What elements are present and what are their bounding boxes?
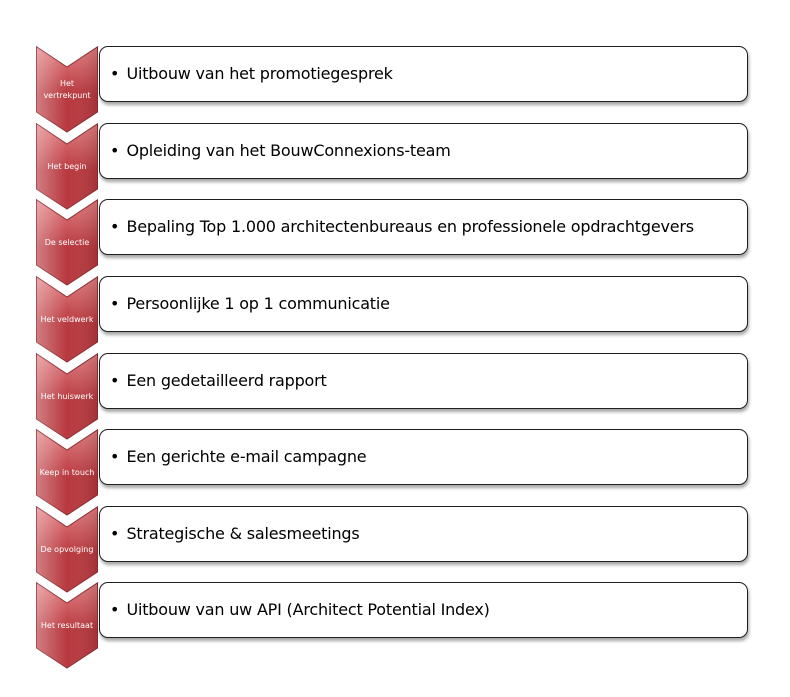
step-description-box <box>99 582 748 638</box>
stage-label: Het huiswerk <box>40 392 94 401</box>
stage-label: Het resultaat <box>40 621 94 630</box>
process-step <box>0 429 790 505</box>
process-step <box>0 353 790 429</box>
stage-chevron <box>35 199 99 286</box>
process-step <box>0 582 790 658</box>
bullet-icon: • <box>110 524 120 543</box>
step-description: Een gedetailleerd rapport <box>126 371 327 390</box>
bullet-icon: • <box>110 141 120 160</box>
step-description: Strategische & salesmeetings <box>126 524 360 543</box>
step-description: Uitbouw van uw API (Architect Potential Index) <box>126 600 490 619</box>
stage-label: Het veldwerk <box>40 315 94 324</box>
stage-chevron <box>35 506 99 593</box>
step-description-box <box>99 506 748 562</box>
stage-chevron <box>35 429 99 516</box>
step-description-box <box>99 429 748 485</box>
bullet-icon: • <box>110 371 120 390</box>
process-step <box>0 46 790 122</box>
step-description-box <box>99 46 748 102</box>
process-step <box>0 123 790 199</box>
step-description: Persoonlijke 1 op 1 communicatie <box>126 294 390 313</box>
step-description-box <box>99 276 748 332</box>
stage-chevron <box>35 353 99 440</box>
stage-label: Het vertrekpunt <box>43 79 91 100</box>
process-step <box>0 276 790 352</box>
stage-label: De opvolging <box>40 545 94 554</box>
stage-label: Het begin <box>47 162 87 171</box>
step-description: Uitbouw van het promotiegesprek <box>126 64 393 83</box>
step-description-box <box>99 353 748 409</box>
step-description: Een gerichte e-mail campagne <box>126 447 367 466</box>
stage-chevron <box>35 582 99 669</box>
step-description-box <box>99 199 748 255</box>
step-description: Opleiding van het BouwConnexions-team <box>126 141 451 160</box>
bullet-icon: • <box>110 217 120 236</box>
bullet-icon: • <box>110 600 120 619</box>
process-step <box>0 506 790 582</box>
stage-chevron <box>35 123 99 210</box>
stage-chevron <box>35 46 99 133</box>
bullet-icon: • <box>110 294 120 313</box>
stage-label: Keep in touch <box>39 468 95 477</box>
stage-chevron <box>35 276 99 363</box>
process-step <box>0 199 790 275</box>
bullet-icon: • <box>110 64 120 83</box>
bullet-icon: • <box>110 447 120 466</box>
step-description: Bepaling Top 1.000 architectenbureaus en professionele opdrachtgevers <box>126 217 694 236</box>
step-description-box <box>99 123 748 179</box>
stage-label: De selectie <box>44 238 90 247</box>
